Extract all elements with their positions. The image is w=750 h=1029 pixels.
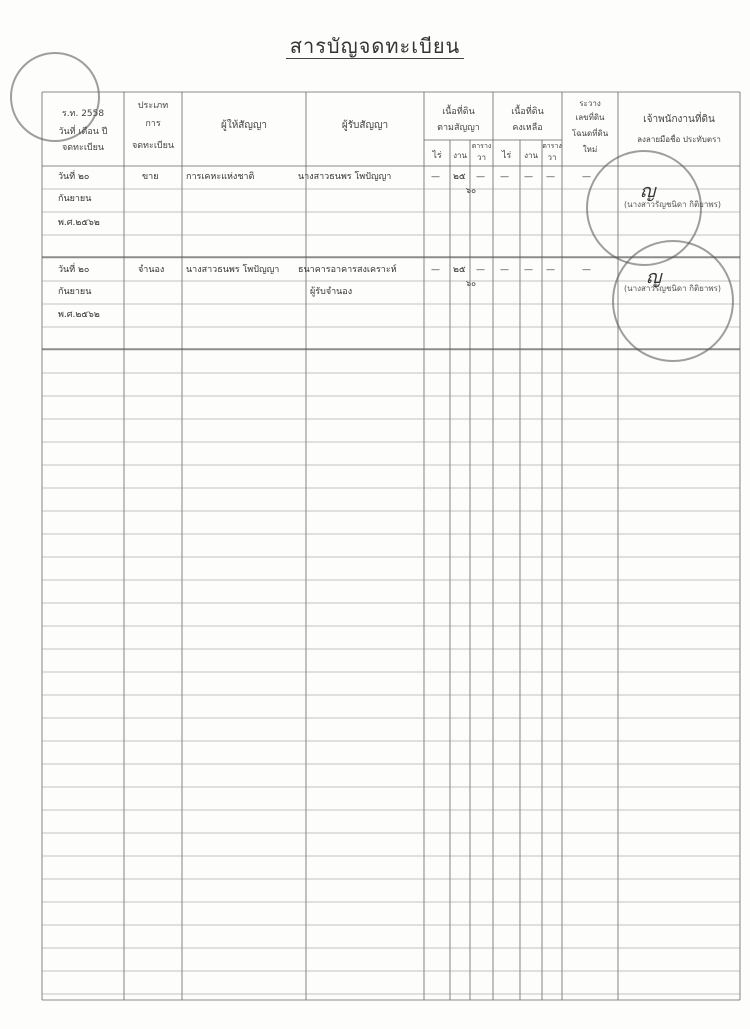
header-deed-4: ใหม่ bbox=[582, 145, 598, 154]
page-title: สารบัญจดทะเบียน bbox=[0, 30, 750, 62]
header-wa-2: วา bbox=[477, 153, 486, 162]
header-type-2: การ bbox=[145, 119, 161, 129]
header-type-1: ประเภท bbox=[137, 101, 169, 111]
header-area-contract-2: ตามสัญญา bbox=[437, 123, 480, 133]
header-type-3: จดทะเบียน bbox=[131, 141, 175, 151]
entry-grantee: นางสาวธนพร โพปัญญา bbox=[298, 172, 392, 182]
header-remain-wa-1: ตาราง bbox=[542, 142, 562, 150]
header-area-remain-2: คงเหลือ bbox=[512, 123, 543, 133]
header-grantor: ผู้ให้สัญญา bbox=[220, 120, 268, 131]
entry-date-month: กันยายน bbox=[58, 194, 92, 204]
entry-rai: — bbox=[431, 172, 440, 182]
entry-deed: — bbox=[582, 265, 591, 275]
entry-date-year: พ.ศ.๒๕๖๒ bbox=[58, 310, 100, 320]
entry-wa: — bbox=[476, 172, 485, 182]
header-remain-ngan: งาน bbox=[524, 151, 538, 160]
entry-date-day: วันที่ ๒๐ bbox=[58, 172, 90, 182]
entry-type: จำนอง bbox=[138, 265, 165, 275]
entry-remain-rai: — bbox=[500, 172, 509, 182]
entry-remain-rai: — bbox=[500, 265, 509, 275]
header-remain-rai: ไร่ bbox=[501, 151, 512, 161]
entry-date-year: พ.ศ.๒๕๖๒ bbox=[58, 218, 100, 228]
entry-deed: — bbox=[582, 172, 591, 182]
entry-type: ขาย bbox=[142, 172, 159, 182]
entry-date-month: กันยายน bbox=[58, 287, 92, 297]
header-officer-2: ลงลายมือชื่อ ประทับตรา bbox=[637, 135, 721, 144]
officer-signature: ญ bbox=[640, 181, 656, 202]
entry-wa-note: ๖๐ bbox=[466, 186, 476, 195]
entry-wa: — bbox=[476, 265, 485, 275]
officer-seal bbox=[612, 240, 734, 362]
header-date: วันที่ เดือน ปี bbox=[58, 127, 108, 137]
header-deed-2: เลขที่ดิน bbox=[575, 113, 605, 122]
header-date-top: ร.ท. 2558 bbox=[61, 109, 105, 119]
header-rai: ไร่ bbox=[432, 151, 442, 161]
entry-ngan: ๒๕ bbox=[453, 172, 466, 182]
header-deed-1: ระวาง bbox=[579, 99, 601, 108]
entry-ngan: ๒๕ bbox=[453, 265, 466, 275]
entry-grantor: นางสาวธนพร โพปัญญา bbox=[186, 265, 280, 275]
header-officer-1: เจ้าพนักงานที่ดิน bbox=[643, 114, 715, 125]
officer-name: (นางสาวรัญชนิดา กิติยาพร) bbox=[624, 200, 722, 209]
entry-remain-ngan: — bbox=[524, 172, 533, 182]
entry-remain-ngan: — bbox=[524, 265, 533, 275]
entry-remain-wa: — bbox=[546, 265, 555, 275]
entry-grantee: ธนาคารอาคารสงเคราะห์ bbox=[298, 265, 397, 275]
entry-date-day: วันที่ ๒๐ bbox=[58, 265, 90, 275]
entry-grantor: การเคหะแห่งชาติ bbox=[186, 172, 255, 182]
land-office-seal bbox=[10, 52, 100, 142]
header-area-contract-1: เนื้อที่ดิน bbox=[442, 107, 475, 117]
header-wa-1: ตาราง bbox=[471, 142, 492, 150]
header-grantee: ผู้รับสัญญา bbox=[341, 120, 389, 131]
header-date-sub: จดทะเบียน bbox=[61, 143, 105, 153]
header-remain-wa-2: วา bbox=[547, 153, 557, 162]
officer-signature: ญ bbox=[646, 267, 662, 288]
entry-remain-wa: — bbox=[546, 172, 555, 182]
header-area-remain-1: เนื้อที่ดิน bbox=[511, 107, 544, 117]
entry-grantee-role: ผู้รับจำนอง bbox=[310, 287, 353, 297]
officer-name: (นางสาวรัญชนิดา กิติยาพร) bbox=[624, 284, 722, 293]
header-ngan: งาน bbox=[453, 151, 467, 160]
header-deed-3: โฉนดที่ดิน bbox=[571, 129, 609, 138]
entry-wa-note: ๖๐ bbox=[466, 279, 476, 288]
entry-rai: — bbox=[431, 265, 440, 275]
